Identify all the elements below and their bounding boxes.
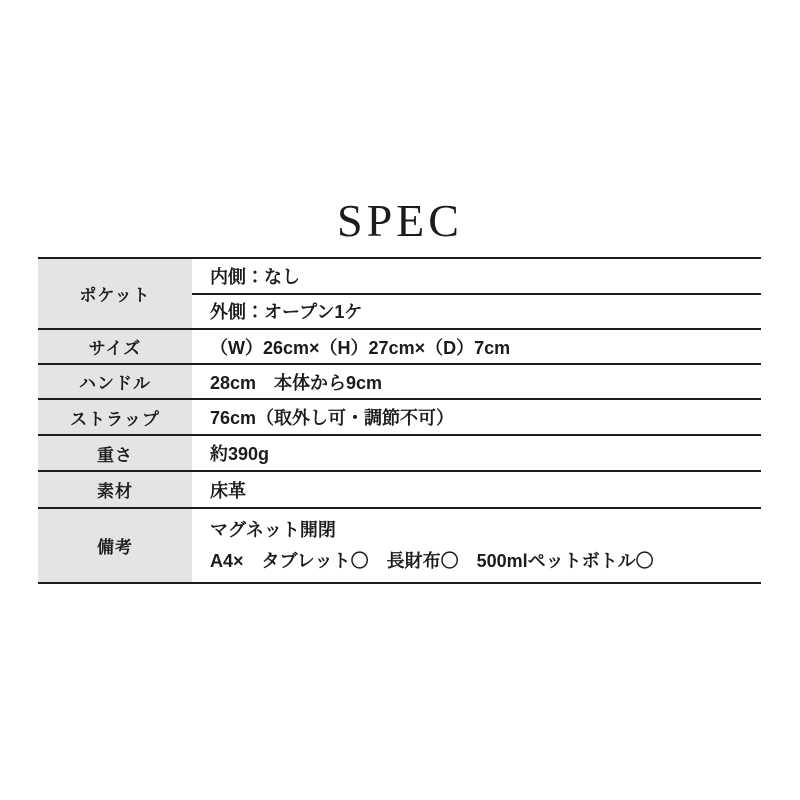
page-title: SPEC xyxy=(337,195,463,246)
notes-line: マグネット開閉 xyxy=(210,519,336,540)
row-value xyxy=(192,509,761,582)
spec-table xyxy=(38,257,761,584)
table-row-size xyxy=(38,328,761,363)
row-label: ハンドル xyxy=(38,365,192,398)
row-label: 重さ xyxy=(38,436,192,470)
table-row-handle xyxy=(38,363,761,398)
row-value: 76cm（取外し可・調節不可） xyxy=(210,408,455,428)
table-row-material xyxy=(38,470,761,507)
row-value-group xyxy=(192,365,761,398)
notes-line: A4× タブレット〇 長財布〇 500mlペットボトル〇 xyxy=(210,550,654,571)
row-value-group xyxy=(192,400,761,434)
row-value-group xyxy=(192,509,761,582)
row-value-group xyxy=(192,436,761,470)
table-row-pocket xyxy=(38,257,761,328)
row-value: 外側：オープン1ケ xyxy=(192,293,761,329)
row-label: 素材 xyxy=(38,472,192,507)
row-label: 備考 xyxy=(38,509,192,582)
row-value: （W）26cm×（H）27cm×（D）7cm xyxy=(210,337,511,358)
row-value: 28cm 本体から9cm xyxy=(210,372,383,393)
table-row-weight xyxy=(38,434,761,470)
row-label: ポケット xyxy=(38,259,192,328)
row-label: サイズ xyxy=(38,330,192,363)
row-label: ストラップ xyxy=(38,400,192,434)
row-value-group xyxy=(192,472,761,507)
row-value: 約390g xyxy=(210,444,270,464)
table-row-notes xyxy=(38,507,761,582)
table-row-strap xyxy=(38,398,761,434)
row-value-group xyxy=(192,330,761,363)
row-value-group xyxy=(192,259,761,328)
row-value: 床革 xyxy=(210,480,246,501)
row-value: 内側：なし xyxy=(210,266,300,287)
